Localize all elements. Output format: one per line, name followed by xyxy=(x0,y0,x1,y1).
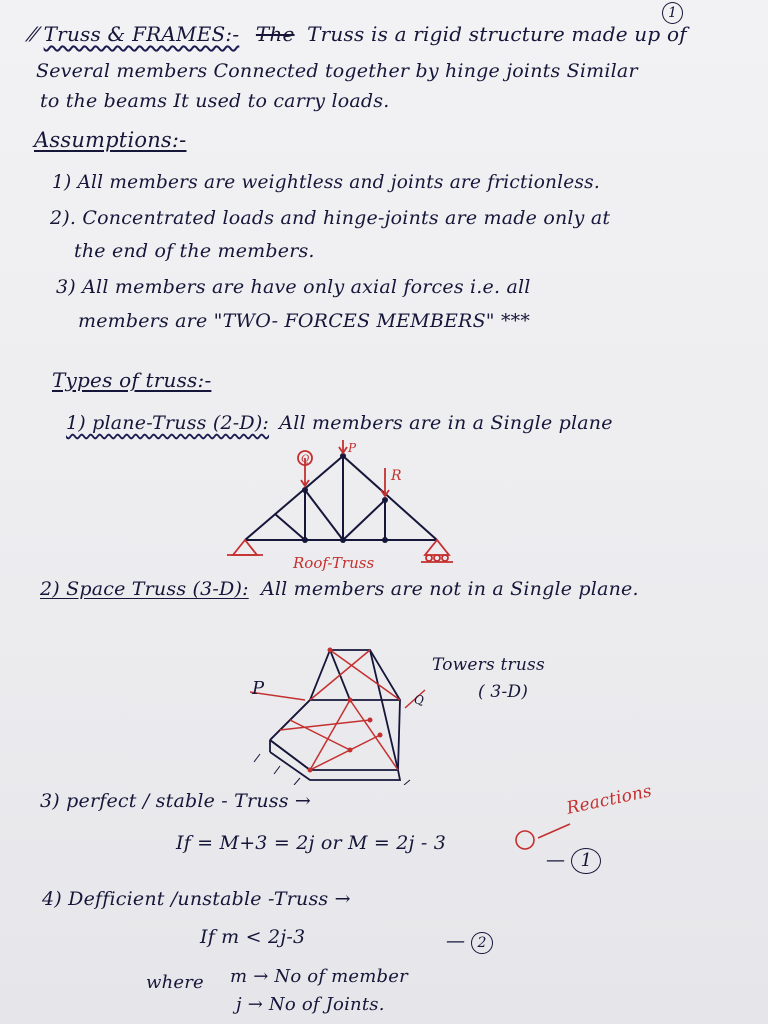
tower-q-label: Q xyxy=(414,693,424,707)
tower-caption-2: ( 3-D) xyxy=(478,682,529,702)
plane-truss-line xyxy=(66,412,613,434)
where-word: where xyxy=(146,972,204,993)
page-number: 1 xyxy=(662,0,683,24)
heading-title: Truss & FRAMES:- xyxy=(43,22,240,46)
struck-word: The xyxy=(255,22,295,46)
load-q-label: Q xyxy=(301,454,310,465)
space-truss-line xyxy=(40,578,639,600)
reactions-label: Reactions xyxy=(564,781,654,819)
where-m-line: m → No of member xyxy=(230,966,408,987)
roof-truss-diagram xyxy=(215,440,455,580)
types-title: Types of truss:- xyxy=(52,368,212,392)
load-r-label: R xyxy=(391,468,402,484)
space-truss-desc: All members are not in a Single plane. xyxy=(260,578,639,600)
where-j-line: j → No of Joints. xyxy=(236,994,385,1015)
roof-truss-caption: Roof-Truss xyxy=(293,554,375,572)
perfect-marker: — 1 xyxy=(546,848,601,874)
assumption-2a: 2). Concentrated loads and hinge-joints are made only at xyxy=(50,207,611,229)
assumption-3a: 3) All members are have only axial forces i.e. all xyxy=(56,276,531,298)
tower-p-label: P xyxy=(252,678,265,699)
plane-truss-label: 1) plane-Truss (2-D): xyxy=(66,412,270,434)
intro-line-2: Several members Connected together by hinge joints Similar xyxy=(36,60,638,82)
assumption-3b: members are "TWO- FORCES MEMBERS" *** xyxy=(78,310,531,332)
space-truss-label: 2) Space Truss (3-D): xyxy=(40,578,249,600)
tower-caption-1: Towers truss xyxy=(432,655,545,675)
title-slashes: ⁄⁄ xyxy=(30,22,44,46)
deficient-truss-label: 4) Defficient /unstable -Truss → xyxy=(42,888,351,910)
circle-number-1: 1 xyxy=(571,848,601,874)
assumption-1: 1) All members are weightless and joints are frictionless. xyxy=(52,172,600,193)
heading-line-1 xyxy=(30,22,687,46)
intro-line-3: to the beams It used to carry loads. xyxy=(40,90,390,112)
assumptions-title: Assumptions:- xyxy=(34,128,187,152)
circle-number-2: 2 xyxy=(471,932,492,954)
load-p-label: P xyxy=(348,441,357,455)
deficient-formula: If m < 2j-3 xyxy=(200,926,306,948)
assumption-2b: the end of the members. xyxy=(74,240,315,262)
intro-line-1: Truss is a rigid structure made up of xyxy=(307,22,687,46)
perfect-truss-label: 3) perfect / stable - Truss → xyxy=(40,790,312,812)
tower-truss-diagram xyxy=(250,640,440,785)
reaction-marker-line xyxy=(510,820,580,850)
perfect-formula: If = M+3 = 2j or M = 2j - 3 xyxy=(176,832,446,854)
plane-truss-desc: All members are in a Single plane xyxy=(279,412,613,434)
deficient-marker: — 2 xyxy=(446,930,493,954)
